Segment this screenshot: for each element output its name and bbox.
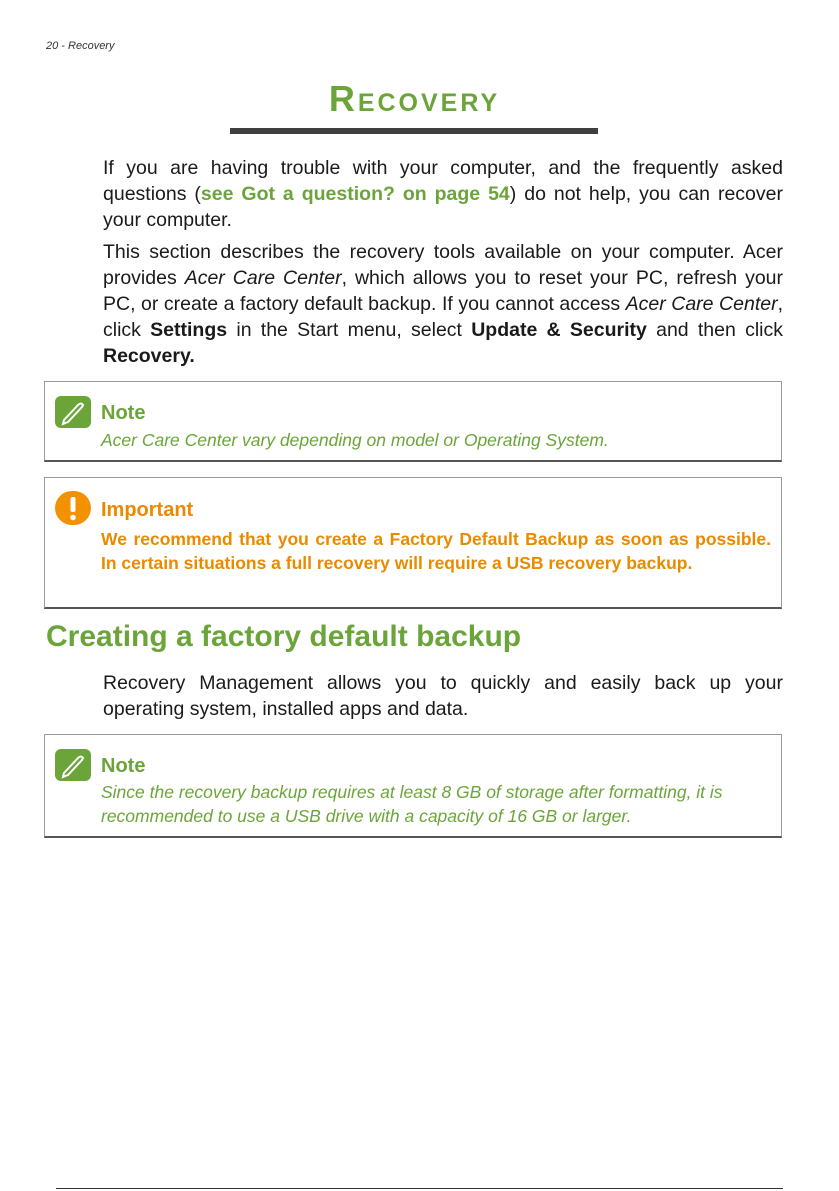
important-text: We recommend that you create a Factory Default Backup as soon as possible. In certain situations a full recovery will require a USB recovery backup. — [101, 529, 771, 573]
footer-rule — [56, 1188, 783, 1189]
intro-text: ) do not help, you can recover your computer. — [103, 183, 783, 231]
pencil-icon — [55, 396, 91, 428]
exclamation-icon — [55, 491, 91, 525]
settings-term: Settings — [150, 319, 228, 341]
intro-text: and then click — [646, 319, 783, 341]
question-page-link[interactable]: see Got a question? on page 54 — [200, 183, 510, 205]
acer-care-center-term: Acer Care Center — [625, 293, 778, 315]
intro-text: If you are having trouble with your computer, and the frequently asked questions ( — [103, 157, 783, 205]
note-box — [44, 381, 782, 462]
intro-text: This section describes the recovery tools available on your computer. Acer provides — [103, 241, 783, 289]
section-paragraph: Recovery Management allows you to quickly and easily back up your operating system, installed apps and data. — [103, 672, 783, 720]
page-title — [0, 78, 829, 120]
title-underline — [230, 128, 598, 134]
intro-text: , which allows you to reset your PC, refresh your PC, or create a factory default backup. If you cannot access — [103, 267, 783, 315]
note-label: Note — [101, 755, 146, 777]
intro-paragraph-1 — [103, 155, 783, 233]
note-box — [44, 734, 782, 838]
acer-care-center-term: Acer Care Center — [184, 267, 342, 289]
update-security-term: Update & Security — [471, 319, 647, 341]
section-heading: Creating a factory default backup — [46, 620, 522, 653]
pencil-icon — [55, 749, 91, 781]
recovery-term: Recovery. — [103, 345, 195, 367]
page-title-rest: ECOVERY — [357, 89, 501, 117]
important-box — [44, 477, 782, 609]
intro-text: in the Start menu, select — [227, 319, 472, 341]
page-title-initial: R — [328, 78, 358, 119]
important-label: Important — [101, 499, 194, 521]
running-head: 20 - Recovery — [46, 40, 115, 52]
intro-text: , click — [103, 293, 784, 341]
note-text: Acer Care Center vary depending on model or Operating System. — [101, 430, 609, 450]
note-text: Since the recovery backup requires at least 8 GB of storage after formatting, it is recommended to use a USB drive with a capacity of 16 GB or larger. — [101, 782, 723, 826]
note-label: Note — [101, 402, 146, 424]
intro-paragraph-2 — [103, 239, 783, 369]
